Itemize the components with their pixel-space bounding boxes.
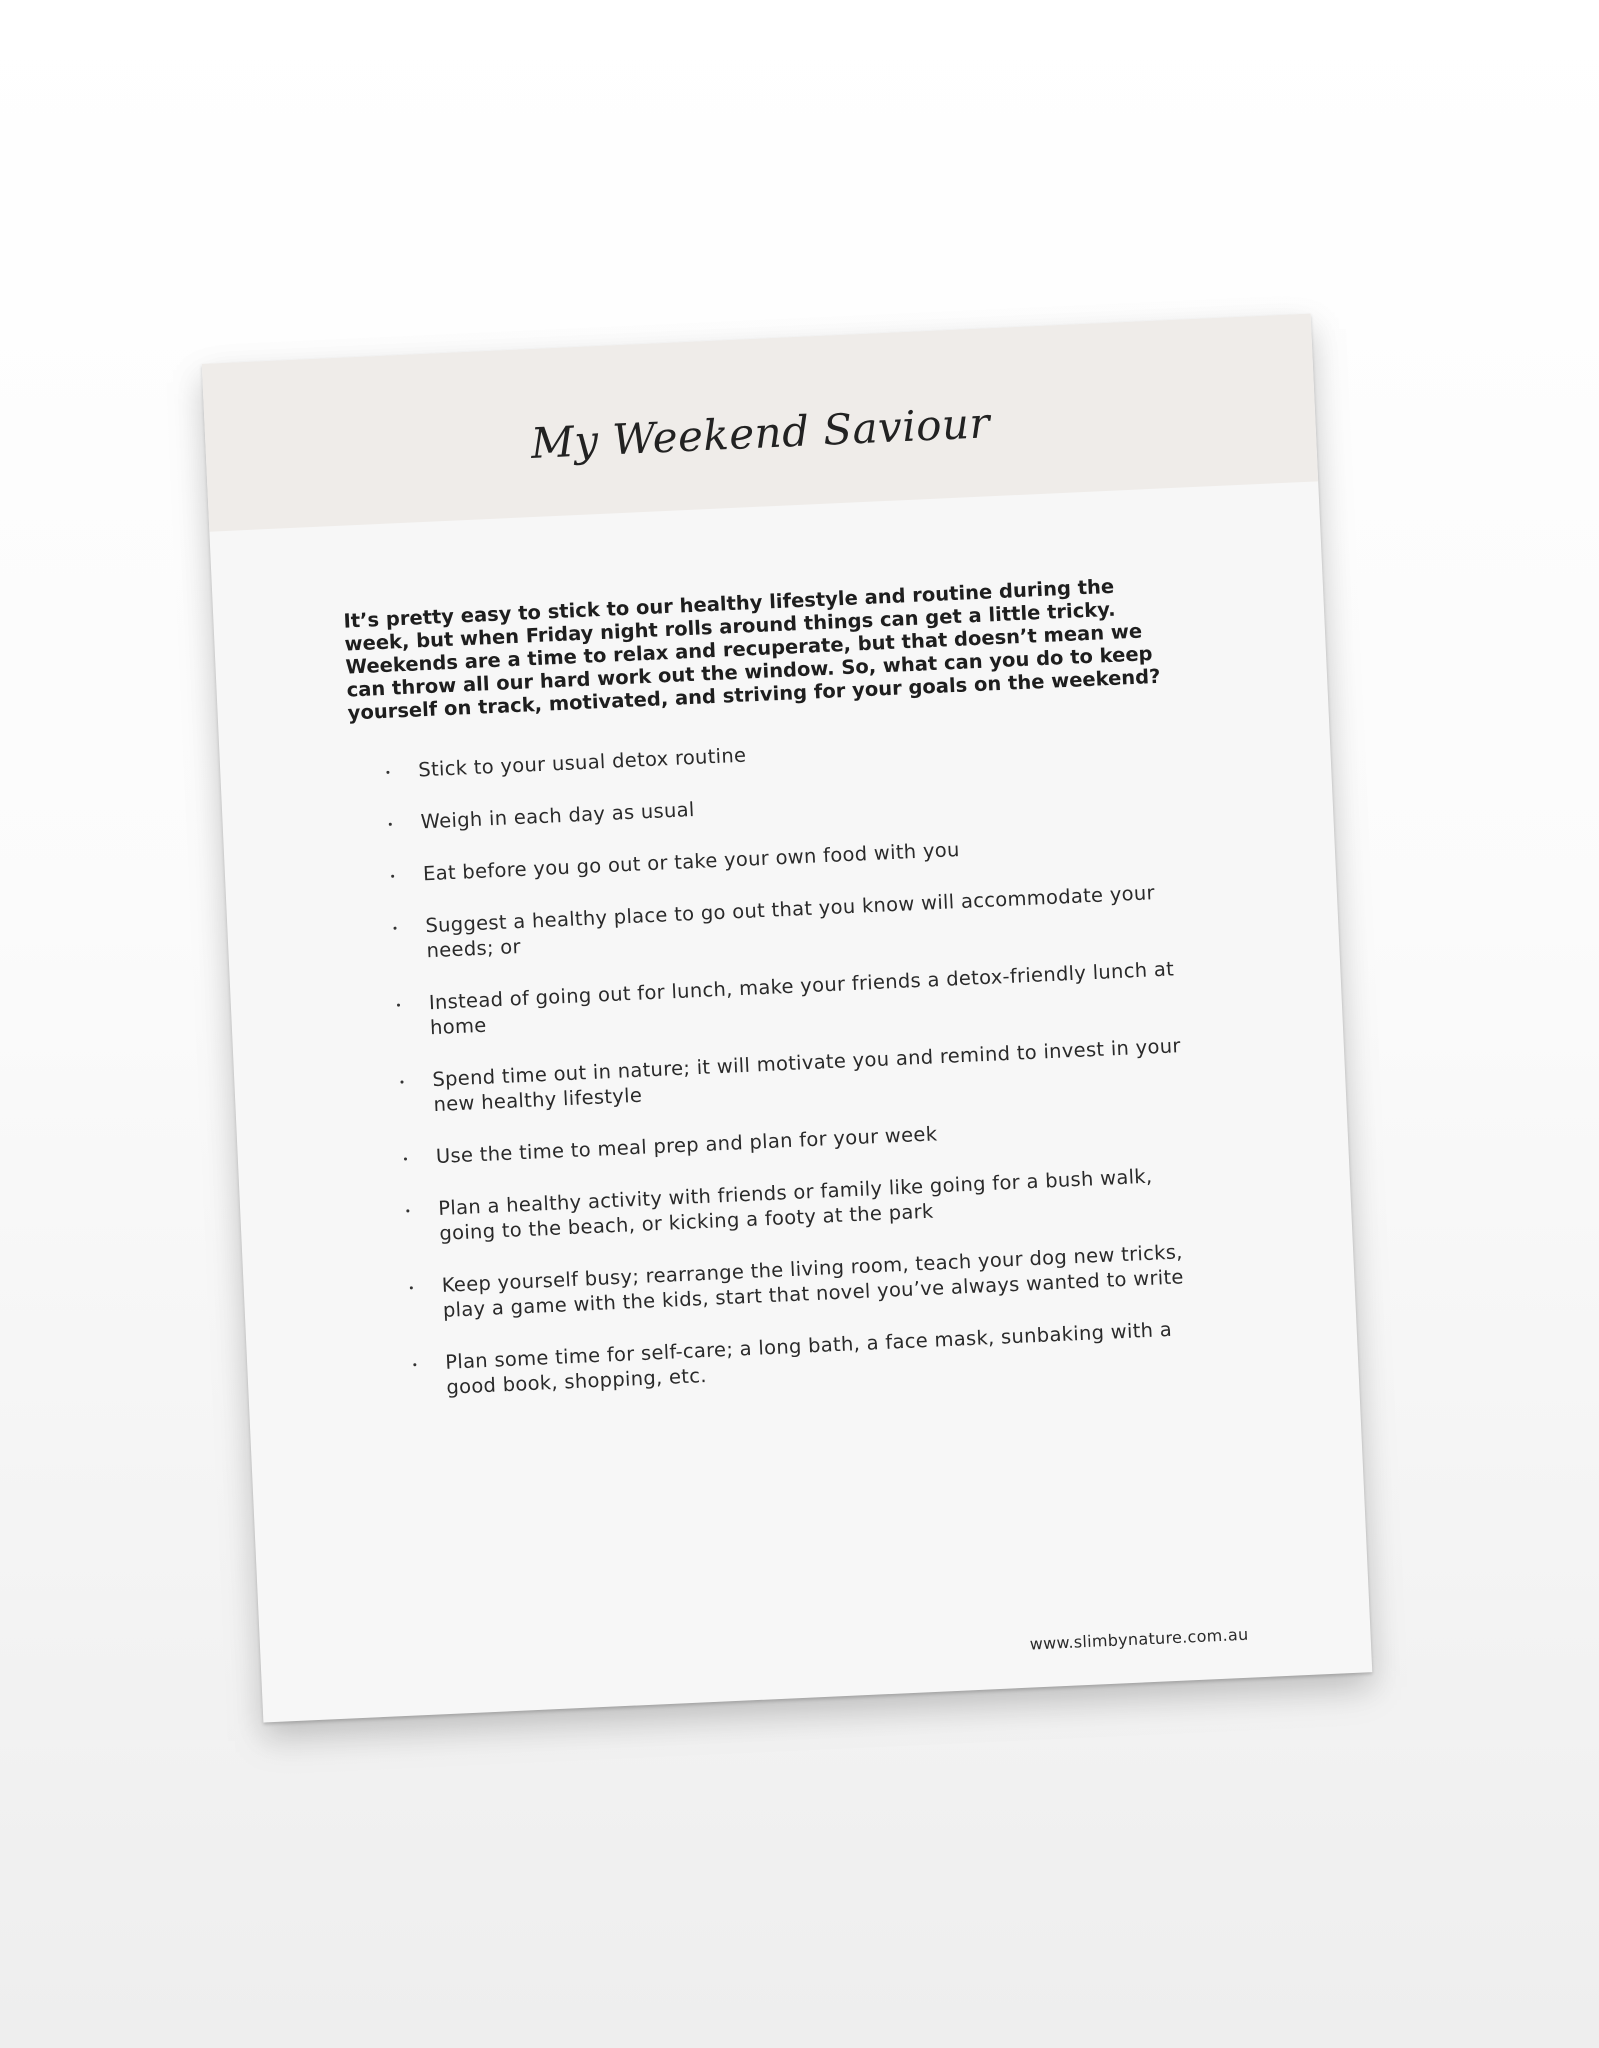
- tip-text: Instead of going out for lunch, make your friends a detox-friendly lunch at home: [428, 957, 1175, 1040]
- intro-paragraph: It’s pretty easy to stick to our healthy lifestyle and routine during the week, but when Friday night rolls around things can get a little tricky. Weekends are a time to relax and recuperate, but that doesn’t mean we can throw all our hard work out the window. So, what can you do to keep yourself on track, motivated, and striving for your goals on the weekend?: [343, 574, 1161, 725]
- tip-text: Stick to your usual detox routine: [417, 743, 747, 782]
- tip-item: [400, 1033, 1185, 1119]
- tip-text: Spend time out in nature; it will motivate you and remind to invest in your new healthy lifestyle: [431, 1034, 1182, 1117]
- tip-text: Keep yourself busy; rearrange the living room, teach your dog new tricks, play a game with the kids, start that novel you’ve always wanted to write: [441, 1240, 1185, 1322]
- document-title: My Weekend Saviour: [529, 397, 992, 468]
- bullet-icon: [404, 1157, 407, 1160]
- tip-text: Eat before you go out or take your own food with you: [422, 838, 961, 886]
- tip-text: Plan some time for self-care; a long bath, a face mask, sunbaking with a good book, shopping, etc.: [444, 1317, 1173, 1399]
- tip-item: [391, 827, 1175, 888]
- bullet-icon: [406, 1209, 409, 1212]
- document-body: [343, 573, 1199, 1430]
- title-band: [202, 314, 1318, 532]
- tip-text: Weigh in each day as usual: [420, 797, 696, 834]
- bullet-icon: [400, 1080, 403, 1083]
- tips-list: [350, 723, 1198, 1403]
- bullet-icon: [397, 1004, 400, 1007]
- tip-item: [409, 1239, 1194, 1325]
- tip-item: [406, 1162, 1191, 1248]
- tip-item: [386, 723, 1170, 784]
- bullet-icon: [413, 1363, 416, 1366]
- tip-item: [413, 1316, 1198, 1402]
- tip-item: [403, 1110, 1187, 1171]
- document-sheet: [202, 314, 1373, 1723]
- tip-item: [396, 956, 1181, 1042]
- tip-text: Suggest a healthy place to go out that you know will accommodate your needs; or: [424, 881, 1156, 963]
- tip-item: [393, 879, 1178, 965]
- bullet-icon: [386, 771, 389, 774]
- bullet-icon: [389, 823, 392, 826]
- tip-text: Use the time to meal prep and plan for your week: [435, 1122, 938, 1169]
- tip-text: Plan a healthy activity with friends or family like going for a bush walk, going to the beach, or kicking a footy at the park: [437, 1164, 1153, 1245]
- bullet-icon: [410, 1286, 413, 1289]
- website-url: www.slimbynature.com.au: [1029, 1624, 1249, 1654]
- bullet-icon: [393, 927, 396, 930]
- tip-item: [388, 775, 1172, 836]
- bullet-icon: [391, 875, 394, 878]
